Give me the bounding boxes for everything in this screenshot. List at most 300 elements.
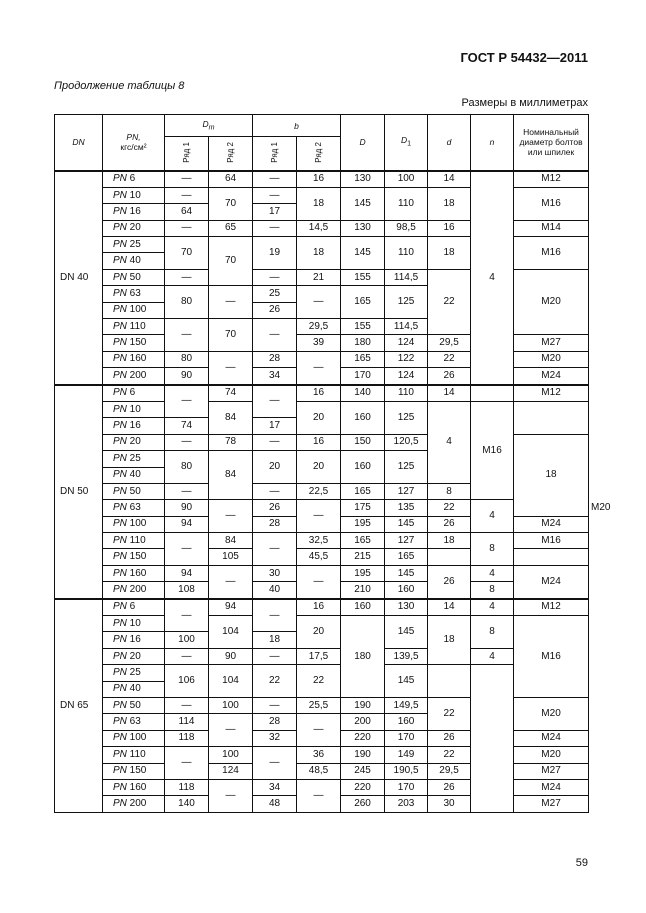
cell-D: 165 [341, 533, 385, 549]
cell-D: 260 [341, 796, 385, 812]
cell-D: 220 [341, 779, 385, 795]
cell-d: 18 [428, 187, 471, 220]
cell-n: 8 [428, 483, 471, 499]
cell-d: 18 [428, 237, 471, 270]
cell-b1: 17 [253, 204, 297, 220]
table-body [55, 171, 611, 813]
table-row [55, 401, 589, 417]
cell-dm1: — [165, 747, 209, 780]
cell-b2: 45,5 [297, 549, 341, 565]
cell-b2: 18 [297, 187, 341, 220]
cell-b2: 16 [297, 599, 341, 616]
cell-D1: 125 [385, 401, 428, 434]
cell-D1: 127 [385, 483, 428, 499]
pn-cell: PN 50 [103, 269, 165, 285]
pn-cell: PN 16 [103, 204, 165, 220]
cell-D1: 125 [385, 451, 428, 484]
cell-D1: 110 [385, 187, 428, 220]
col-d-outer: D [341, 115, 385, 171]
cell-b1: — [253, 269, 297, 285]
col-dm-row2: Ряд 2 [209, 137, 253, 171]
cell-D1: 149,5 [385, 698, 428, 714]
cell-dm1: — [165, 385, 209, 418]
cell-d: 30 [428, 796, 471, 812]
cell-dm2: 100 [209, 698, 253, 714]
cell-d: 18 [428, 616, 471, 665]
standard-number: ГОСТ Р 54432—2011 [460, 50, 588, 65]
cell-n: 4 [471, 500, 514, 533]
cell-b1: — [253, 599, 297, 632]
col-b-row2: Ряд 2 [297, 137, 341, 171]
pn-cell: PN 100 [103, 516, 165, 532]
cell-D1: 130 [385, 599, 428, 616]
cell-b2: 21 [297, 269, 341, 285]
cell-b1: 30 [253, 565, 297, 581]
table-row [55, 616, 589, 632]
cell-dm1: — [165, 648, 209, 664]
cell-d: 29,5 [428, 335, 471, 351]
dn-cell: DN 65 [55, 599, 103, 813]
cell-b2: 25,5 [297, 698, 341, 714]
cell-b2: 20 [297, 616, 341, 649]
pn-cell: PN 6 [103, 599, 165, 616]
cell-d: 26 [428, 368, 471, 385]
table-row [55, 533, 589, 549]
cell-D1: 203 [385, 796, 428, 812]
cell-D: 160 [341, 401, 385, 434]
table-row [55, 565, 589, 581]
cell-t: M16 [471, 401, 514, 499]
cell-b2: 22,5 [297, 483, 341, 499]
cell-D1: 170 [385, 779, 428, 795]
cell-D: 165 [341, 483, 385, 499]
cell-D: 200 [341, 714, 385, 730]
cell-D: 145 [341, 187, 385, 220]
pn-cell: PN 25 [103, 237, 165, 253]
cell-dm2: 84 [209, 451, 253, 500]
cell-D1: 139,5 [385, 648, 428, 664]
cell-t: M24 [514, 565, 589, 598]
pn-cell: PN 25 [103, 451, 165, 467]
cell-dm1: — [165, 187, 209, 203]
cell-dm1: 80 [165, 451, 209, 484]
cell-D: 195 [341, 565, 385, 581]
cell-n: 8 [471, 582, 514, 599]
cell-t: M20 [514, 747, 589, 763]
pn-cell: PN 25 [103, 665, 165, 681]
cell-b2: — [297, 779, 341, 812]
cell-d [428, 549, 471, 565]
cell-b1: — [253, 533, 297, 566]
cell-D1: 122 [385, 351, 428, 367]
cell-b1: 19 [253, 237, 297, 270]
cell-dm1: — [165, 434, 209, 450]
cell-b1: — [253, 187, 297, 203]
cell-b2: 20 [297, 401, 341, 434]
cell-dm1: 100 [165, 632, 209, 648]
cell-D1: 110 [385, 385, 428, 402]
cell-D: 220 [341, 730, 385, 746]
pn-cell: PN 110 [103, 319, 165, 335]
cell-D1: 100 [385, 171, 428, 188]
cell-dm2: — [209, 286, 253, 319]
cell-t [514, 549, 589, 565]
cell-D1: 145 [385, 565, 428, 581]
cell-dm1: 70 [165, 237, 209, 270]
cell-D1: 145 [385, 665, 428, 698]
cell-t: M14 [514, 220, 589, 236]
pn-cell: PN 50 [103, 483, 165, 499]
pn-cell: PN 100 [103, 302, 165, 318]
pn-cell: PN 160 [103, 351, 165, 367]
pn-cell: PN 20 [103, 648, 165, 664]
cell-D1: 125 [385, 286, 428, 319]
cell-b2: — [297, 500, 341, 533]
cell-D: 165 [341, 351, 385, 367]
cell-d: 26 [428, 565, 471, 598]
cell-d: 14 [428, 171, 471, 188]
cell-b2: 16 [297, 434, 341, 450]
cell-d: 18 [514, 434, 589, 516]
pn-cell: PN 110 [103, 533, 165, 549]
pn-cell: PN 16 [103, 418, 165, 434]
cell-dm1: 114 [165, 714, 209, 730]
cell-t: M16 [514, 237, 589, 270]
pn-cell: PN 150 [103, 549, 165, 565]
cell-d: 22 [428, 500, 471, 516]
cell-b1: 48 [253, 796, 297, 812]
pn-cell: PN 200 [103, 368, 165, 385]
cell-b1: 18 [253, 632, 297, 648]
cell-dm1: 80 [165, 351, 209, 367]
pn-cell: PN 160 [103, 565, 165, 581]
pn-cell: PN 200 [103, 796, 165, 812]
cell-dm1: — [165, 533, 209, 566]
col-dm: $D_m$ [165, 115, 253, 137]
cell-dm1: 118 [165, 779, 209, 795]
cell-dm1: 74 [165, 418, 209, 434]
cell-D: 155 [341, 319, 385, 335]
cell-d: 22 [428, 698, 471, 731]
cell-D: 160 [341, 451, 385, 484]
cell-t: M24 [514, 516, 589, 532]
pn-cell: PN 40 [103, 253, 165, 269]
cell-b1: 34 [253, 368, 297, 385]
cell-b1: — [253, 648, 297, 664]
cell-n: 8 [471, 533, 514, 566]
cell-D: 130 [341, 171, 385, 188]
cell-dm2: 90 [209, 648, 253, 664]
cell-D: 170 [341, 368, 385, 385]
cell-dm2: — [209, 714, 253, 747]
pn-cell: PN 10 [103, 401, 165, 417]
cell-b1: 34 [253, 779, 297, 795]
cell-b1: 20 [253, 451, 297, 484]
cell-d: 26 [428, 516, 471, 532]
table-row [55, 171, 589, 188]
cell-b1: 28 [253, 516, 297, 532]
cell-b1: 22 [253, 665, 297, 698]
cell-n: 4 [471, 599, 514, 616]
cell-b1: — [253, 171, 297, 188]
cell-D1: 190,5 [385, 763, 428, 779]
cell-t: M20 [514, 351, 589, 367]
cell-t: M12 [514, 385, 589, 402]
cell-D1: 124 [385, 335, 428, 351]
cell-dm1: 118 [165, 730, 209, 746]
col-d-hole: d [428, 115, 471, 171]
cell-dm1: 64 [165, 204, 209, 220]
cell-dm2: 94 [209, 599, 253, 616]
cell-b1: 32 [253, 730, 297, 746]
pn-cell: PN 16 [103, 632, 165, 648]
cell-D1: 120,5 [385, 434, 428, 450]
cell-b1: 28 [253, 351, 297, 367]
cell-n: 4 [471, 648, 514, 664]
cell-d: 18 [428, 533, 471, 549]
cell-d: 14 [428, 385, 471, 402]
cell-dm2: 104 [209, 665, 253, 698]
col-dm-row1: Ряд 1 [165, 137, 209, 171]
cell-d: 14 [428, 599, 471, 616]
cell-D1: 135 [385, 500, 428, 516]
pn-cell: PN 10 [103, 616, 165, 632]
pn-cell: PN 160 [103, 779, 165, 795]
cell-D1: 114,5 [385, 269, 428, 285]
pn-cell: PN 10 [103, 187, 165, 203]
cell-dm1: 140 [165, 796, 209, 812]
cell-d: 26 [428, 779, 471, 795]
dn-cell: DN 50 [55, 385, 103, 599]
cell-dm1: — [165, 599, 209, 632]
cell-D1: 160 [385, 714, 428, 730]
pn-cell: PN 100 [103, 730, 165, 746]
cell-dm1: 90 [165, 368, 209, 385]
cell-dm2: 105 [209, 549, 253, 565]
cell-t: M16 [514, 533, 589, 549]
cell-D: 140 [341, 385, 385, 402]
cell-d: 16 [428, 220, 471, 236]
col-d1: $D_1$ [385, 115, 428, 171]
cell-D: 180 [341, 616, 385, 698]
pn-cell: PN 150 [103, 335, 165, 351]
cell-d [428, 665, 471, 698]
cell-dm1: — [165, 269, 209, 285]
pn-cell: PN 6 [103, 171, 165, 188]
cell-dm2: 78 [209, 434, 253, 450]
cell-D1: 160 [385, 582, 428, 599]
cell-dm2: — [209, 500, 253, 533]
cell-dm2: 70 [209, 319, 253, 352]
pn-cell: PN 200 [103, 582, 165, 599]
pn-cell: PN 110 [103, 747, 165, 763]
table-row [55, 648, 589, 664]
cell-b2: 22 [297, 665, 341, 698]
col-pn: PN, кгс/см² [103, 115, 165, 171]
cell-dm1: 106 [165, 665, 209, 698]
cell-b2: 18 [297, 237, 341, 270]
cell-n: 4 [428, 401, 471, 483]
col-n: n [471, 115, 514, 171]
cell-t: M16 [514, 187, 589, 220]
cell-b2: 20 [297, 451, 341, 484]
cell-dm1: 94 [165, 516, 209, 532]
flange-table [54, 114, 611, 813]
cell-d: 22 [428, 269, 471, 335]
cell-dm2: — [209, 351, 253, 384]
cell-dm2: 124 [209, 763, 253, 779]
cell-t: M12 [514, 171, 589, 188]
pn-cell: PN 6 [103, 385, 165, 402]
cell-D: 175 [341, 500, 385, 516]
cell-b1: — [253, 698, 297, 714]
cell-D1: 124 [385, 368, 428, 385]
cell-D: 190 [341, 747, 385, 763]
cell-dm2: 65 [209, 220, 253, 236]
cell-D1: 98,5 [385, 220, 428, 236]
cell-D: 160 [341, 599, 385, 616]
cell-dm1: 90 [165, 500, 209, 516]
cell-t: M24 [514, 779, 589, 795]
col-thread: Номинальный диаметр болтов или шпилек [514, 115, 589, 171]
cell-dm1: — [165, 483, 209, 499]
cell-D: 180 [341, 335, 385, 351]
cell-d: 26 [428, 730, 471, 746]
cell-D1: 165 [385, 549, 428, 565]
cell-dm2: 100 [209, 747, 253, 763]
cell-D: 130 [341, 220, 385, 236]
cell-b2: — [297, 286, 341, 319]
cell-n: 8 [471, 616, 514, 649]
cell-b1: — [253, 483, 297, 499]
cell-n: 4 [471, 171, 514, 385]
cell-n [471, 665, 514, 813]
cell-D1: 145 [385, 616, 428, 649]
cell-t: M27 [514, 796, 589, 812]
cell-D: 145 [341, 237, 385, 270]
cell-D: 165 [341, 286, 385, 319]
cell-t: M27 [514, 335, 589, 351]
cell-b2: 29,5 [297, 319, 341, 335]
col-b-row1: Ряд 1 [253, 137, 297, 171]
col-b: b [253, 115, 341, 137]
cell-t: M24 [514, 368, 589, 385]
cell-b2: 14,5 [297, 220, 341, 236]
cell-D1: 110 [385, 237, 428, 270]
cell-t: M20 [514, 698, 589, 731]
pn-cell: PN 63 [103, 714, 165, 730]
table-row [55, 385, 589, 402]
col-dn: DN [55, 115, 103, 171]
cell-b2: 39 [297, 335, 341, 351]
cell-n [471, 385, 514, 402]
cell-dm2: 104 [209, 616, 253, 649]
cell-t: M20 [514, 269, 589, 335]
pn-cell: PN 20 [103, 220, 165, 236]
cell-b1: 25 [253, 286, 297, 302]
cell-t: M24 [514, 730, 589, 746]
pn-cell: PN 40 [103, 467, 165, 483]
cell-dm2: 84 [209, 533, 253, 549]
dn-cell: DN 40 [55, 171, 103, 385]
pn-cell: PN 150 [103, 763, 165, 779]
pn-cell: PN 63 [103, 500, 165, 516]
page-number: 59 [575, 857, 588, 869]
cell-dm1: — [165, 698, 209, 714]
cell-n: 4 [471, 565, 514, 581]
table-row [55, 599, 589, 616]
cell-D: 215 [341, 549, 385, 565]
cell-b1: — [253, 434, 297, 450]
cell-D1: 114,5 [385, 319, 428, 335]
cell-b1: 26 [253, 302, 297, 318]
cell-dm2: — [209, 779, 253, 812]
cell-dm2: 74 [209, 385, 253, 402]
cell-dm2: 70 [209, 237, 253, 286]
cell-b1: 28 [253, 714, 297, 730]
cell-b1: — [253, 385, 297, 418]
cell-dm2: 70 [209, 187, 253, 220]
cell-t: M16 [514, 616, 589, 698]
cell-b1: — [253, 747, 297, 780]
cell-D: 245 [341, 763, 385, 779]
cell-b1: — [253, 319, 297, 352]
cell-b1: 17 [253, 418, 297, 434]
cell-d: 22 [428, 747, 471, 763]
cell-D1: 145 [385, 516, 428, 532]
cell-dm1: — [165, 319, 209, 352]
pn-cell: PN 63 [103, 286, 165, 302]
cell-D: 210 [341, 582, 385, 599]
cell-D: 195 [341, 516, 385, 532]
table-row: PN 63 90 — 26 — 175 135 22 4 M20 [55, 500, 589, 516]
cell-b2: 36 [297, 747, 341, 763]
cell-b1: — [253, 220, 297, 236]
cell-b2: — [297, 565, 341, 598]
cell-b2: 48,5 [297, 763, 341, 779]
cell-dm1: 108 [165, 582, 209, 599]
pn-cell: PN 20 [103, 434, 165, 450]
table-row [55, 665, 589, 681]
cell-dm2: 64 [209, 171, 253, 188]
cell-dm2: 84 [209, 401, 253, 434]
cell-d: 29,5 [428, 763, 471, 779]
cell-dm1: 80 [165, 286, 209, 319]
cell-dm1: — [165, 171, 209, 188]
cell-D1: 149 [385, 747, 428, 763]
pn-cell: PN 40 [103, 681, 165, 697]
cell-b1: 26 [253, 500, 297, 516]
cell-d: 22 [428, 351, 471, 367]
cell-t: M27 [514, 763, 589, 779]
cell-b2: 32,5 [297, 533, 341, 549]
cell-b2: 16 [297, 385, 341, 402]
cell-dm2: — [209, 565, 253, 598]
cell-D: 150 [341, 434, 385, 450]
cell-b2: 16 [297, 171, 341, 188]
cell-t: M12 [514, 599, 589, 616]
cell-D: 155 [341, 269, 385, 285]
cell-D1: 127 [385, 533, 428, 549]
pn-cell: PN 50 [103, 698, 165, 714]
cell-b2: 17,5 [297, 648, 341, 664]
cell-D1: 170 [385, 730, 428, 746]
cell-b2: — [297, 714, 341, 747]
cell-b2: — [297, 351, 341, 384]
cell-D: 190 [341, 698, 385, 714]
cell-b1: 40 [253, 582, 297, 599]
cell-dm1: 94 [165, 565, 209, 581]
